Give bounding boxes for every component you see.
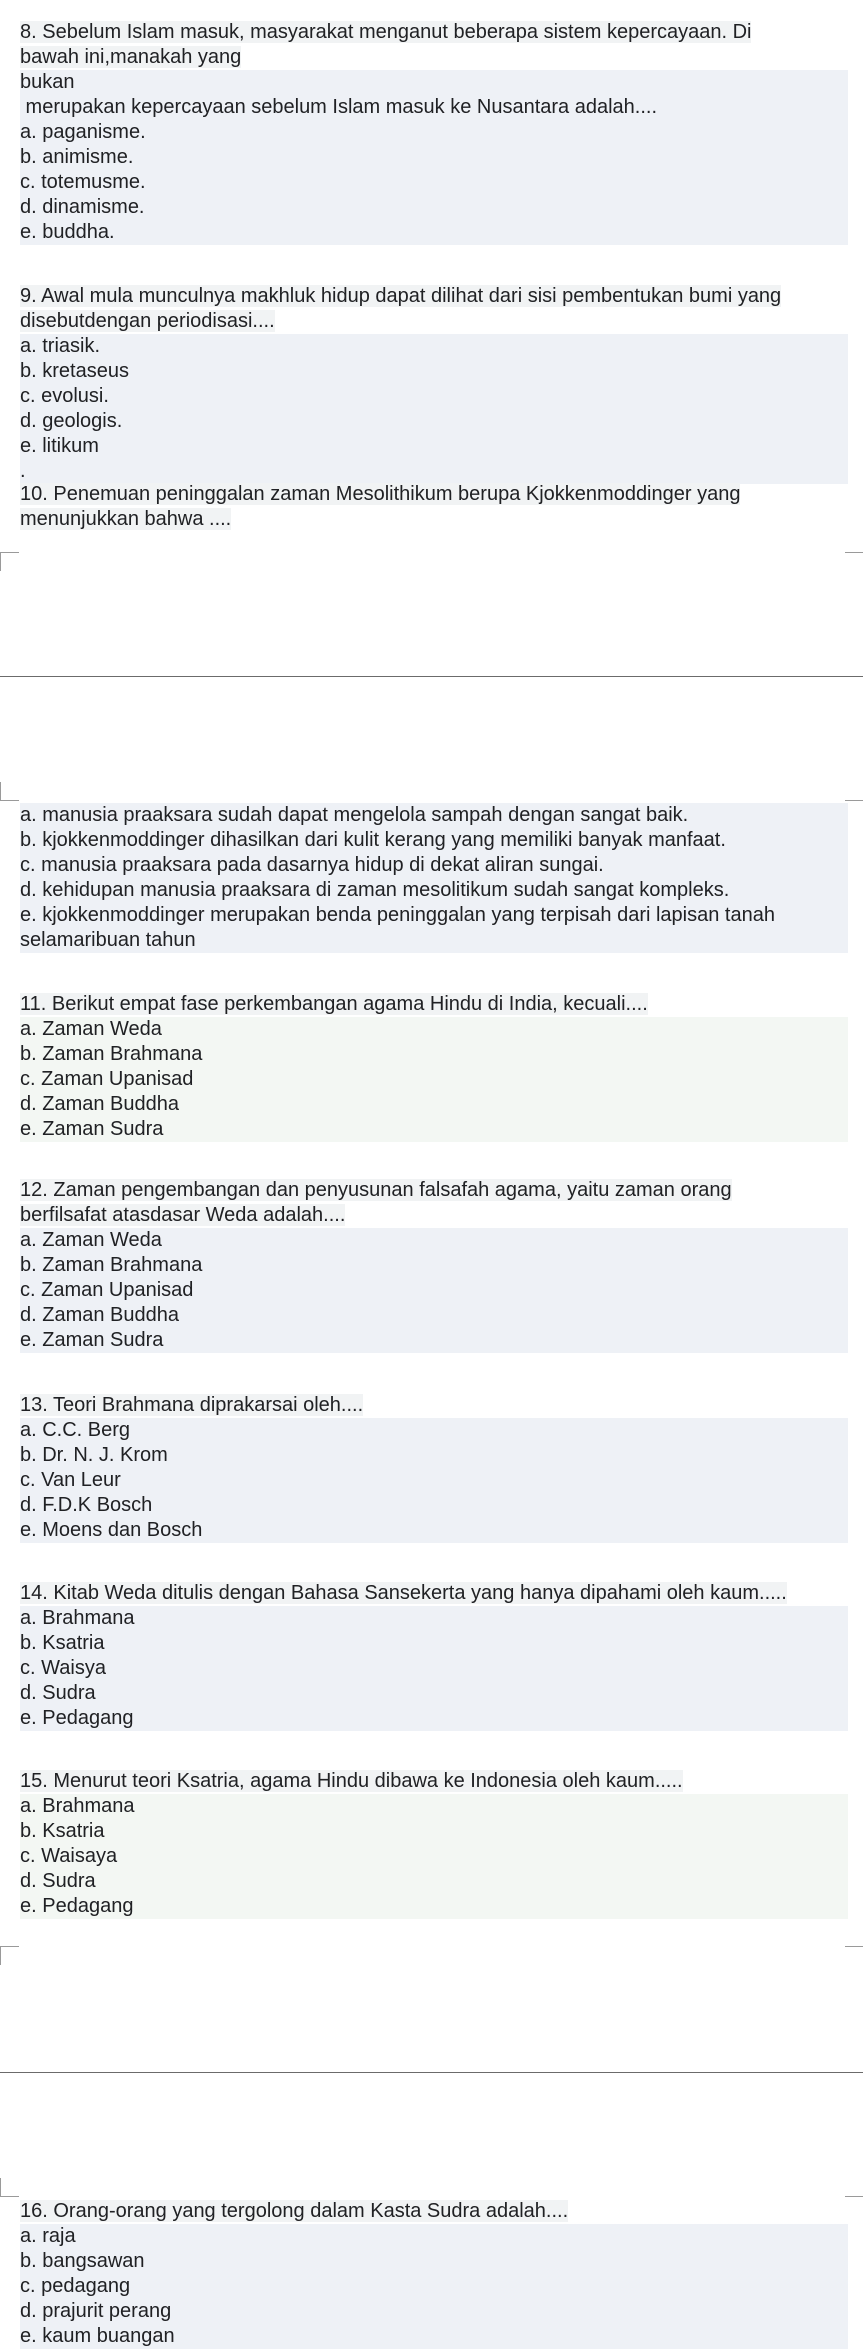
option-b: b. Zaman Brahmana bbox=[20, 1043, 203, 1065]
question-12-options bbox=[20, 1228, 848, 1353]
option-c: c. manusia praaksara pada dasarnya hidup di dekat aliran sungai. bbox=[20, 854, 604, 876]
option-b: b. kjokkenmoddinger dihasilkan dari kulit kerang yang memiliki banyak manfaat. bbox=[20, 829, 726, 851]
question-15 bbox=[0, 1769, 863, 1919]
question-10-line-1: 10. Penemuan peninggalan zaman Mesolithikum berupa Kjokkenmoddinger yang bbox=[20, 483, 741, 505]
option-a: a. triasik. bbox=[20, 335, 101, 357]
question-12-text bbox=[20, 1178, 863, 1228]
option-a: a. C.C. Berg bbox=[20, 1419, 131, 1441]
question-15-options bbox=[20, 1794, 848, 1919]
option-e-continued: selamaribuan tahun bbox=[20, 929, 196, 951]
option-b: b. kretaseus bbox=[20, 360, 129, 382]
question-8-line-3: bukan bbox=[20, 71, 75, 93]
option-b: b. Ksatria bbox=[20, 1632, 105, 1654]
question-12-line-1: 12. Zaman pengembangan dan penyusunan falsafah agama, yaitu zaman orang bbox=[20, 1179, 732, 1201]
question-16-text bbox=[20, 2199, 863, 2224]
question-14-text bbox=[20, 1581, 863, 1606]
question-11-text bbox=[20, 992, 863, 1017]
option-d: d. F.D.K Bosch bbox=[20, 1494, 153, 1516]
option-c: c. Zaman Upanisad bbox=[20, 1068, 194, 1090]
option-d: d. Sudra bbox=[20, 1870, 96, 1892]
question-16 bbox=[0, 2199, 863, 2349]
option-d: d. Sudra bbox=[20, 1682, 96, 1704]
option-a: a. Zaman Weda bbox=[20, 1229, 162, 1251]
page-corner-mark bbox=[845, 782, 863, 801]
page-corner-mark bbox=[0, 552, 19, 571]
option-c: c. Van Leur bbox=[20, 1469, 121, 1491]
option-c: c. pedagang bbox=[20, 2275, 131, 2297]
option-d: d. kehidupan manusia praaksara di zaman mesolitikum sudah sangat kompleks. bbox=[20, 879, 730, 901]
page-corner-mark bbox=[0, 1946, 19, 1965]
page-corner-mark bbox=[845, 2178, 863, 2197]
option-a: a. Zaman Weda bbox=[20, 1018, 162, 1040]
page-break-divider bbox=[0, 676, 863, 677]
question-16-line-1: 16. Orang-orang yang tergolong dalam Kasta Sudra adalah.... bbox=[20, 2200, 569, 2222]
question-10-text bbox=[20, 482, 863, 532]
question-15-text bbox=[20, 1769, 863, 1794]
option-e: e. buddha. bbox=[20, 221, 115, 243]
option-e: e. litikum bbox=[20, 435, 99, 457]
question-10-options bbox=[20, 803, 848, 953]
option-c: c. Waisya bbox=[20, 1657, 106, 1679]
option-d: d. Zaman Buddha bbox=[20, 1304, 179, 1326]
question-9-line-1: 9. Awal mula munculnya makhluk hidup dapat dilihat dari sisi pembentukan bumi yang bbox=[20, 285, 782, 307]
question-10-options-block bbox=[0, 803, 863, 953]
question-8-text bbox=[20, 20, 863, 70]
question-14-line-1: 14. Kitab Weda ditulis dengan Bahasa Sansekerta yang hanya dipahami oleh kaum..... bbox=[20, 1582, 787, 1604]
question-13-text bbox=[20, 1393, 863, 1418]
question-13 bbox=[0, 1393, 863, 1543]
option-d: d. Zaman Buddha bbox=[20, 1093, 179, 1115]
option-c: c. Zaman Upanisad bbox=[20, 1279, 194, 1301]
option-b: b. bangsawan bbox=[20, 2250, 145, 2272]
option-e: e. Moens dan Bosch bbox=[20, 1519, 203, 1541]
question-13-line-1: 13. Teori Brahmana diprakarsai oleh.... bbox=[20, 1394, 364, 1416]
option-b: b. Dr. N. J. Krom bbox=[20, 1444, 168, 1466]
question-10-line-2: menunjukkan bahwa .... bbox=[20, 508, 232, 530]
option-a: a. Brahmana bbox=[20, 1607, 135, 1629]
option-d: d. dinamisme. bbox=[20, 196, 145, 218]
page-break-divider bbox=[0, 2072, 863, 2073]
option-b: b. animisme. bbox=[20, 146, 134, 168]
question-9-text bbox=[20, 284, 863, 334]
question-8-line-2: bawah ini,manakah yang bbox=[20, 46, 242, 68]
option-d: d. prajurit perang bbox=[20, 2300, 172, 2322]
question-15-line-1: 15. Menurut teori Ksatria, agama Hindu dibawa ke Indonesia oleh kaum..... bbox=[20, 1770, 683, 1792]
question-8 bbox=[0, 20, 863, 245]
question-8-line-1: 8. Sebelum Islam masuk, masyarakat menganut beberapa sistem kepercayaan. Di bbox=[20, 21, 752, 43]
question-9 bbox=[0, 284, 863, 484]
question-11 bbox=[0, 992, 863, 1142]
question-12 bbox=[0, 1178, 863, 1353]
question-16-options bbox=[20, 2224, 848, 2349]
option-e: e. Zaman Sudra bbox=[20, 1118, 164, 1140]
option-e: e. Pedagang bbox=[20, 1895, 134, 1917]
question-9-options bbox=[20, 334, 848, 484]
option-c: c. evolusi. bbox=[20, 385, 109, 407]
option-e: e. Pedagang bbox=[20, 1707, 134, 1729]
option-c: c. Waisaya bbox=[20, 1845, 118, 1867]
option-a: a. paganisme. bbox=[20, 121, 146, 143]
option-e: e. kaum buangan bbox=[20, 2325, 175, 2347]
option-b: b. Zaman Brahmana bbox=[20, 1254, 203, 1276]
question-13-options bbox=[20, 1418, 848, 1543]
option-a: a. Brahmana bbox=[20, 1795, 135, 1817]
page-corner-mark bbox=[845, 1946, 863, 1965]
question-14-options bbox=[20, 1606, 848, 1731]
option-c: c. totemusme. bbox=[20, 171, 146, 193]
option-e: e. Zaman Sudra bbox=[20, 1329, 164, 1351]
question-8-options bbox=[20, 70, 848, 245]
page-corner-mark bbox=[845, 552, 863, 571]
question-11-options bbox=[20, 1017, 848, 1142]
option-a: a. manusia praaksara sudah dapat mengelola sampah dengan sangat baik. bbox=[20, 804, 689, 826]
question-11-line-1: 11. Berikut empat fase perkembangan agama Hindu di India, kecuali.... bbox=[20, 993, 648, 1015]
question-9-line-2: disebutdengan periodisasi.... bbox=[20, 310, 275, 332]
question-10 bbox=[0, 482, 863, 532]
page-corner-mark bbox=[0, 2178, 19, 2197]
question-12-line-2: berfilsafat atasdasar Weda adalah.... bbox=[20, 1204, 346, 1226]
option-d: d. geologis. bbox=[20, 410, 123, 432]
option-a: a. raja bbox=[20, 2225, 76, 2247]
question-14 bbox=[0, 1581, 863, 1731]
option-b: b. Ksatria bbox=[20, 1820, 105, 1842]
page-corner-mark bbox=[0, 782, 19, 801]
question-8-line-4: merupakan kepercayaan sebelum Islam masuk ke Nusantara adalah.... bbox=[20, 96, 658, 118]
option-stray-dot: . bbox=[20, 460, 26, 482]
option-e: e. kjokkenmoddinger merupakan benda peninggalan yang terpisah dari lapisan tanah bbox=[20, 904, 775, 926]
